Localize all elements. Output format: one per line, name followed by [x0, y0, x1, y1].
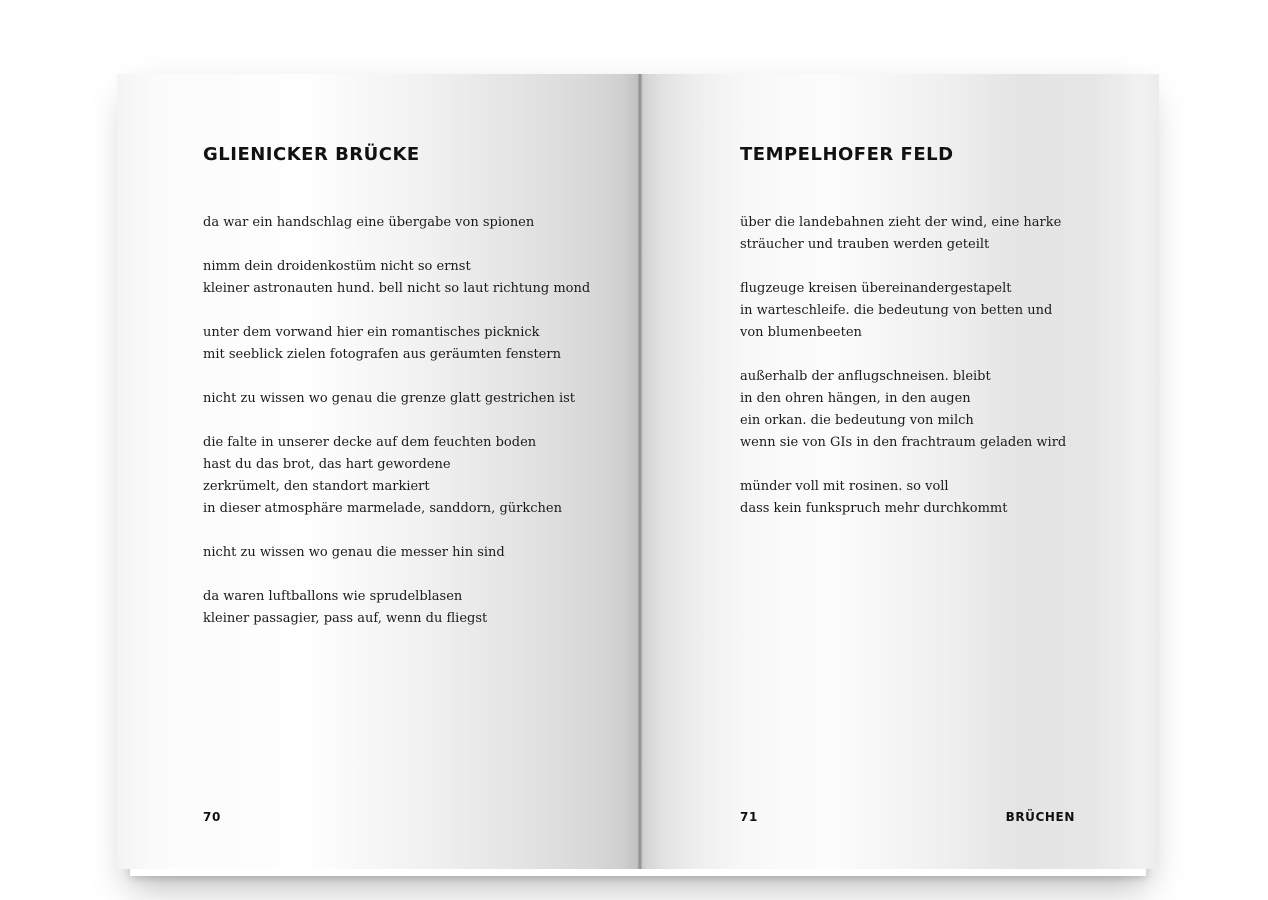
poem-line: nicht zu wissen wo genau die messer hin sind: [203, 545, 505, 560]
poem-line: unter dem vorwand hier ein romantisches picknick: [203, 325, 540, 340]
poem-stanza: [740, 476, 1066, 520]
poem-line: hast du das brot, das hart gewordene: [203, 457, 451, 472]
poem-line: flugzeuge kreisen übereinandergestapelt: [740, 281, 1012, 296]
poem-line: in dieser atmosphäre marmelade, sanddorn, gürkchen: [203, 501, 562, 516]
poem-line: in warteschleife. die bedeutung von betten und: [740, 303, 1053, 318]
poem-stanza: [740, 278, 1066, 344]
right-poem: [740, 212, 1066, 542]
poem-stanza: [203, 256, 590, 300]
poem-line: außerhalb der anflugschneisen. bleibt: [740, 369, 991, 384]
poem-line: da waren luftballons wie sprudelblasen: [203, 589, 463, 604]
poem-line: ein orkan. die bedeutung von milch: [740, 413, 974, 428]
poem-stanza: [740, 212, 1066, 256]
poem-stanza: [203, 322, 590, 366]
running-footer: BRÜCHEN: [1005, 810, 1075, 824]
poem-line: dass kein funkspruch mehr durchkommt: [740, 501, 1008, 516]
poem-line: wenn sie von GIs in den frachtraum geladen wird: [740, 435, 1067, 450]
poem-stanza: [203, 212, 590, 234]
poem-stanza: [203, 388, 590, 410]
poem-line: sträucher und trauben werden geteilt: [740, 237, 990, 252]
right-page-number: 71: [740, 810, 758, 824]
right-page-title: TEMPELHOFER FELD: [740, 144, 954, 165]
left-poem: [203, 212, 590, 652]
poem-stanza: [740, 366, 1066, 454]
poem-line: über die landebahnen zieht der wind, eine harke: [740, 215, 1062, 230]
left-page-title: GLIENICKER BRÜCKE: [203, 144, 420, 165]
poem-line: mit seeblick zielen fotografen aus geräumten fenstern: [203, 347, 561, 362]
poem-line: kleiner passagier, pass auf, wenn du fliegst: [203, 611, 488, 626]
poem-line: da war ein handschlag eine übergabe von spionen: [203, 215, 535, 230]
poem-stanza: [203, 586, 590, 630]
poem-stanza: [203, 542, 590, 564]
poem-line: in den ohren hängen, in den augen: [740, 391, 971, 406]
poem-line: kleiner astronauten hund. bell nicht so laut richtung mond: [203, 281, 591, 296]
poem-line: nicht zu wissen wo genau die grenze glatt gestrichen ist: [203, 391, 576, 406]
poem-line: zerkrümelt, den standort markiert: [203, 479, 430, 494]
poem-line: die falte in unserer decke auf dem feuchten boden: [203, 435, 537, 450]
book-gutter: [638, 74, 642, 869]
poem-line: von blumenbeeten: [740, 325, 862, 340]
poem-line: nimm dein droidenkostüm nicht so ernst: [203, 259, 471, 274]
poem-stanza: [203, 432, 590, 520]
poem-line: münder voll mit rosinen. so voll: [740, 479, 949, 494]
left-page-number: 70: [203, 810, 221, 824]
